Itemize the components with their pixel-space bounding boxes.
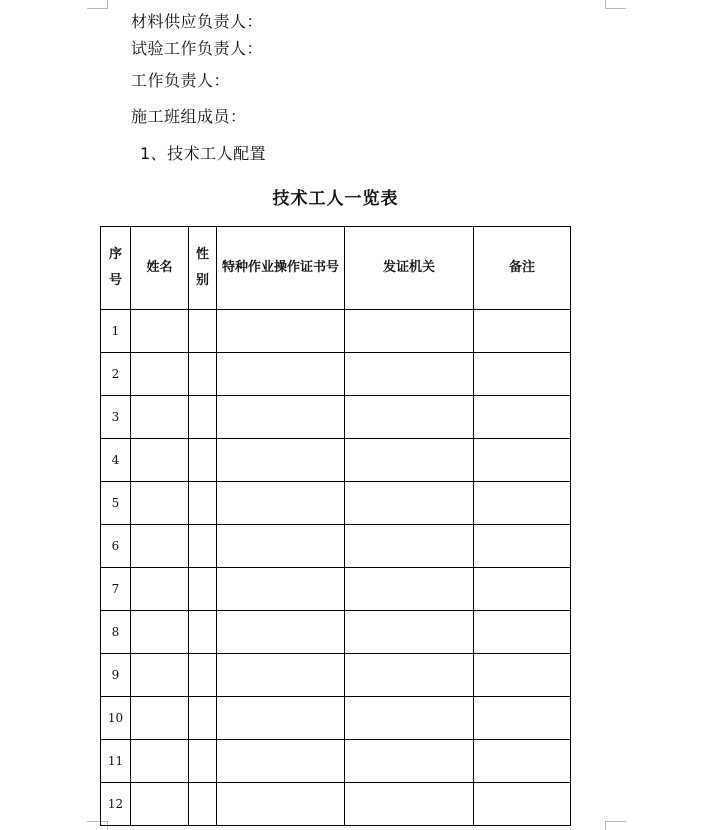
cell-certificate-number[interactable]: [217, 611, 345, 654]
cell-name[interactable]: [131, 310, 189, 353]
table-row: [101, 525, 571, 568]
cell-remarks[interactable]: [474, 697, 571, 740]
column-header-name: 姓名: [131, 227, 189, 310]
cell-remarks[interactable]: [474, 353, 571, 396]
cell-certificate-number[interactable]: [217, 396, 345, 439]
cell-name[interactable]: [131, 783, 189, 826]
cell-gender[interactable]: [189, 310, 217, 353]
cell-serial: 3: [101, 396, 131, 439]
cell-remarks[interactable]: [474, 310, 571, 353]
cell-certificate-number[interactable]: [217, 568, 345, 611]
cell-certificate-number[interactable]: [217, 439, 345, 482]
cell-certificate-number[interactable]: [217, 654, 345, 697]
cell-serial: 7: [101, 568, 131, 611]
column-header-serial: 序号: [101, 227, 131, 310]
material-supply-lead-line: 材料供应负责人：: [131, 12, 264, 31]
cell-serial: 4: [101, 439, 131, 482]
cell-remarks[interactable]: [474, 525, 571, 568]
cell-gender[interactable]: [189, 353, 217, 396]
cell-name[interactable]: [131, 353, 189, 396]
cell-remarks[interactable]: [474, 482, 571, 525]
section-heading: 1、技术工人配置: [140, 144, 267, 163]
table-row: [101, 439, 571, 482]
cell-gender[interactable]: [189, 740, 217, 783]
table-row: [101, 740, 571, 783]
cell-name[interactable]: [131, 654, 189, 697]
cell-serial: 5: [101, 482, 131, 525]
cell-name[interactable]: [131, 482, 189, 525]
cell-issuing-authority[interactable]: [345, 783, 474, 826]
cell-gender[interactable]: [189, 654, 217, 697]
cell-issuing-authority[interactable]: [345, 482, 474, 525]
cell-remarks[interactable]: [474, 439, 571, 482]
cell-remarks[interactable]: [474, 740, 571, 783]
table-row: [101, 654, 571, 697]
cell-certificate-number[interactable]: [217, 525, 345, 568]
cell-certificate-number[interactable]: [217, 310, 345, 353]
cell-serial: 11: [101, 740, 131, 783]
cell-certificate-number[interactable]: [217, 740, 345, 783]
cell-issuing-authority[interactable]: [345, 525, 474, 568]
cell-gender[interactable]: [189, 482, 217, 525]
column-header-gender: 性别: [189, 227, 217, 310]
cell-name[interactable]: [131, 439, 189, 482]
table-row: [101, 353, 571, 396]
column-header-certificate-number: 特种作业操作证书号: [217, 227, 345, 310]
column-header-issuing-authority: 发证机关: [345, 227, 474, 310]
table-row: [101, 697, 571, 740]
cell-remarks[interactable]: [474, 568, 571, 611]
cell-gender[interactable]: [189, 783, 217, 826]
table-header-row: [101, 227, 571, 310]
cell-issuing-authority[interactable]: [345, 568, 474, 611]
cell-serial: 12: [101, 783, 131, 826]
table-row: [101, 611, 571, 654]
cell-certificate-number[interactable]: [217, 482, 345, 525]
cell-serial: 10: [101, 697, 131, 740]
cell-certificate-number[interactable]: [217, 697, 345, 740]
cell-serial: 2: [101, 353, 131, 396]
cell-issuing-authority[interactable]: [345, 697, 474, 740]
table-row: [101, 568, 571, 611]
cell-name[interactable]: [131, 740, 189, 783]
column-header-remarks: 备注: [474, 227, 571, 310]
cell-issuing-authority[interactable]: [345, 353, 474, 396]
cell-name[interactable]: [131, 568, 189, 611]
cell-name[interactable]: [131, 697, 189, 740]
cell-gender[interactable]: [189, 611, 217, 654]
cell-gender[interactable]: [189, 568, 217, 611]
cell-issuing-authority[interactable]: [345, 740, 474, 783]
page-corner-mark-top-left: [87, 0, 108, 9]
table-row: [101, 310, 571, 353]
cell-serial: 6: [101, 525, 131, 568]
cell-serial: 8: [101, 611, 131, 654]
cell-issuing-authority[interactable]: [345, 654, 474, 697]
work-lead-line: 工作负责人：: [131, 71, 231, 90]
cell-issuing-authority[interactable]: [345, 611, 474, 654]
technical-workers-table: [100, 226, 571, 826]
cell-remarks[interactable]: [474, 654, 571, 697]
table-row: [101, 783, 571, 826]
cell-certificate-number[interactable]: [217, 783, 345, 826]
cell-name[interactable]: [131, 396, 189, 439]
testing-work-lead-line: 试验工作负责人：: [131, 39, 264, 58]
cell-gender[interactable]: [189, 396, 217, 439]
cell-name[interactable]: [131, 611, 189, 654]
cell-serial: 1: [101, 310, 131, 353]
table-body: [101, 310, 571, 826]
table-row: [101, 396, 571, 439]
cell-issuing-authority[interactable]: [345, 396, 474, 439]
cell-certificate-number[interactable]: [217, 353, 345, 396]
table-title: 技术工人一览表: [272, 189, 399, 209]
cell-remarks[interactable]: [474, 396, 571, 439]
cell-gender[interactable]: [189, 525, 217, 568]
cell-issuing-authority[interactable]: [345, 310, 474, 353]
cell-gender[interactable]: [189, 439, 217, 482]
cell-name[interactable]: [131, 525, 189, 568]
cell-remarks[interactable]: [474, 783, 571, 826]
cell-gender[interactable]: [189, 697, 217, 740]
cell-serial: 9: [101, 654, 131, 697]
construction-team-members-line: 施工班组成员：: [131, 107, 247, 126]
page-corner-mark-top-right: [605, 0, 626, 9]
cell-issuing-authority[interactable]: [345, 439, 474, 482]
cell-remarks[interactable]: [474, 611, 571, 654]
table-row: [101, 482, 571, 525]
